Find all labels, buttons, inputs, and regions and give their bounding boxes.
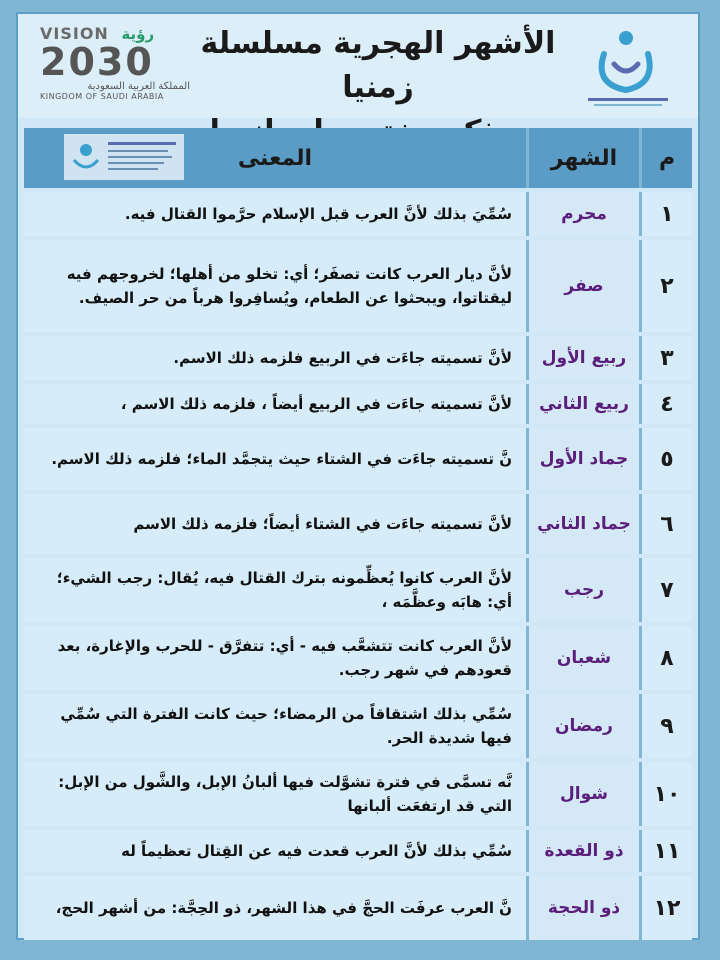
bayan-logo bbox=[574, 24, 684, 112]
table-row bbox=[24, 384, 692, 424]
row-num: ٤ bbox=[639, 384, 692, 424]
table-row bbox=[24, 336, 692, 380]
row-month: جماد الثاني bbox=[526, 494, 639, 554]
row-meaning: نَّ تسميته جاءَت في الشتاء حيث يتجمَّد الماء؛ فلزمه ذلك الاسم. bbox=[24, 428, 526, 490]
row-num: ٣ bbox=[639, 336, 692, 380]
table-row bbox=[24, 626, 692, 690]
row-num: ١ bbox=[639, 192, 692, 236]
row-month: ذو الحجة bbox=[526, 876, 639, 940]
row-month: رمضان bbox=[526, 694, 639, 758]
row-meaning: لأنَّ ديار العرب كانت تصفَر؛ أي: تخلو من أهلها؛ لخروجهم فيه ليقتاتوا، ويبحثوا عن الطعام، ويُسافِروا هرباً من حر الصيف. bbox=[24, 240, 526, 332]
title-line-1: الأشهر الهجرية مسلسلة زمنيا bbox=[200, 26, 556, 105]
header-meaning-label: المعنى bbox=[237, 145, 313, 171]
poster-card bbox=[18, 14, 698, 938]
row-num: ١٢ bbox=[639, 876, 692, 940]
row-num: ٢ bbox=[639, 240, 692, 332]
row-month: شعبان bbox=[526, 626, 639, 690]
row-month: ربيع الثاني bbox=[526, 384, 639, 424]
table-row bbox=[24, 558, 692, 622]
row-meaning: لأنَّ تسميته جاءَت في الربيع فلزمه ذلك الاسم. bbox=[24, 336, 526, 380]
table-row bbox=[24, 494, 692, 554]
months-table bbox=[24, 124, 692, 944]
row-num: ٧ bbox=[639, 558, 692, 622]
row-month: جماد الأول bbox=[526, 428, 639, 490]
row-month: شوال bbox=[526, 762, 639, 826]
vision-year: 2030 bbox=[40, 40, 154, 84]
table-row bbox=[24, 192, 692, 236]
table-row bbox=[24, 694, 692, 758]
table-row bbox=[24, 240, 692, 332]
row-num: ٥ bbox=[639, 428, 692, 490]
row-month: ربيع الأول bbox=[526, 336, 639, 380]
header bbox=[18, 14, 698, 118]
vision-arabic-word: رؤية bbox=[121, 25, 155, 43]
row-month: صفر bbox=[526, 240, 639, 332]
row-num: ١١ bbox=[639, 830, 692, 872]
header-meaning bbox=[24, 128, 526, 188]
table-row bbox=[24, 830, 692, 872]
row-meaning: سُمِّيَ بذلك لأنَّ العرب قبل الإسلام حرَّموا القتال فيه. bbox=[24, 192, 526, 236]
row-num: ٦ bbox=[639, 494, 692, 554]
row-meaning: سُمِّي بذلك اشتقاقاً من الرمضاء؛ حيث كانت الفترة التي سُمِّي فيها شديدة الحر. bbox=[24, 694, 526, 758]
vision-kingdom-ar: المملكة العربية السعودية bbox=[87, 81, 190, 92]
header-month: الشهر bbox=[526, 128, 639, 188]
row-meaning: لأنَّ تسميته جاءَت في الشتاء أيضاً؛ فلزمه ذلك الاسم bbox=[24, 494, 526, 554]
row-month: رجب bbox=[526, 558, 639, 622]
row-meaning: نَّه تسمَّى في فترة تشوَّلت فيها ألبانُ الإبل، والشَّول من الإبل: التي قد ارتفعَت ألبانها bbox=[24, 762, 526, 826]
vision-2030-logo bbox=[40, 24, 190, 110]
table-row bbox=[24, 762, 692, 826]
row-month: ذو القعدة bbox=[526, 830, 639, 872]
row-num: ٨ bbox=[639, 626, 692, 690]
vision-word: VISION bbox=[40, 24, 109, 43]
row-meaning: لأنَّ العرب كانت تتشعَّب فيه - أي: تتفرَّق - للحرب والإغارة، بعد قعودهم في شهر رجب. bbox=[24, 626, 526, 690]
row-meaning: نَّ العرب عرفَت الحجَّ في هذا الشهر، ذو الحِجَّة: من أشهر الحج، bbox=[24, 876, 526, 940]
row-meaning: لأنَّ تسميته جاءَت في الربيع أيضاً ، فلزمه ذلك الاسم ، bbox=[24, 384, 526, 424]
row-meaning: لأنَّ العرب كانوا يُعظِّمونه بترك القتال فيه، يُقال: رجب الشيء؛ أي: هابَه وعظَّمَه ، bbox=[24, 558, 526, 622]
table-row bbox=[24, 428, 692, 490]
row-num: ١٠ bbox=[639, 762, 692, 826]
table-row bbox=[24, 876, 692, 940]
row-meaning: سُمِّي بذلك لأنَّ العرب قعدت فيه عن القِتال تعظيماً له bbox=[24, 830, 526, 872]
row-num: ٩ bbox=[639, 694, 692, 758]
bayan-logo-icon bbox=[574, 24, 684, 112]
row-month: محرم bbox=[526, 192, 639, 236]
header-num: م bbox=[639, 128, 692, 188]
table-header-row bbox=[24, 128, 692, 188]
vision-kingdom-en: KINGDOM OF SAUDI ARABIA bbox=[40, 92, 164, 101]
sponsor-logo-icon bbox=[64, 134, 184, 180]
